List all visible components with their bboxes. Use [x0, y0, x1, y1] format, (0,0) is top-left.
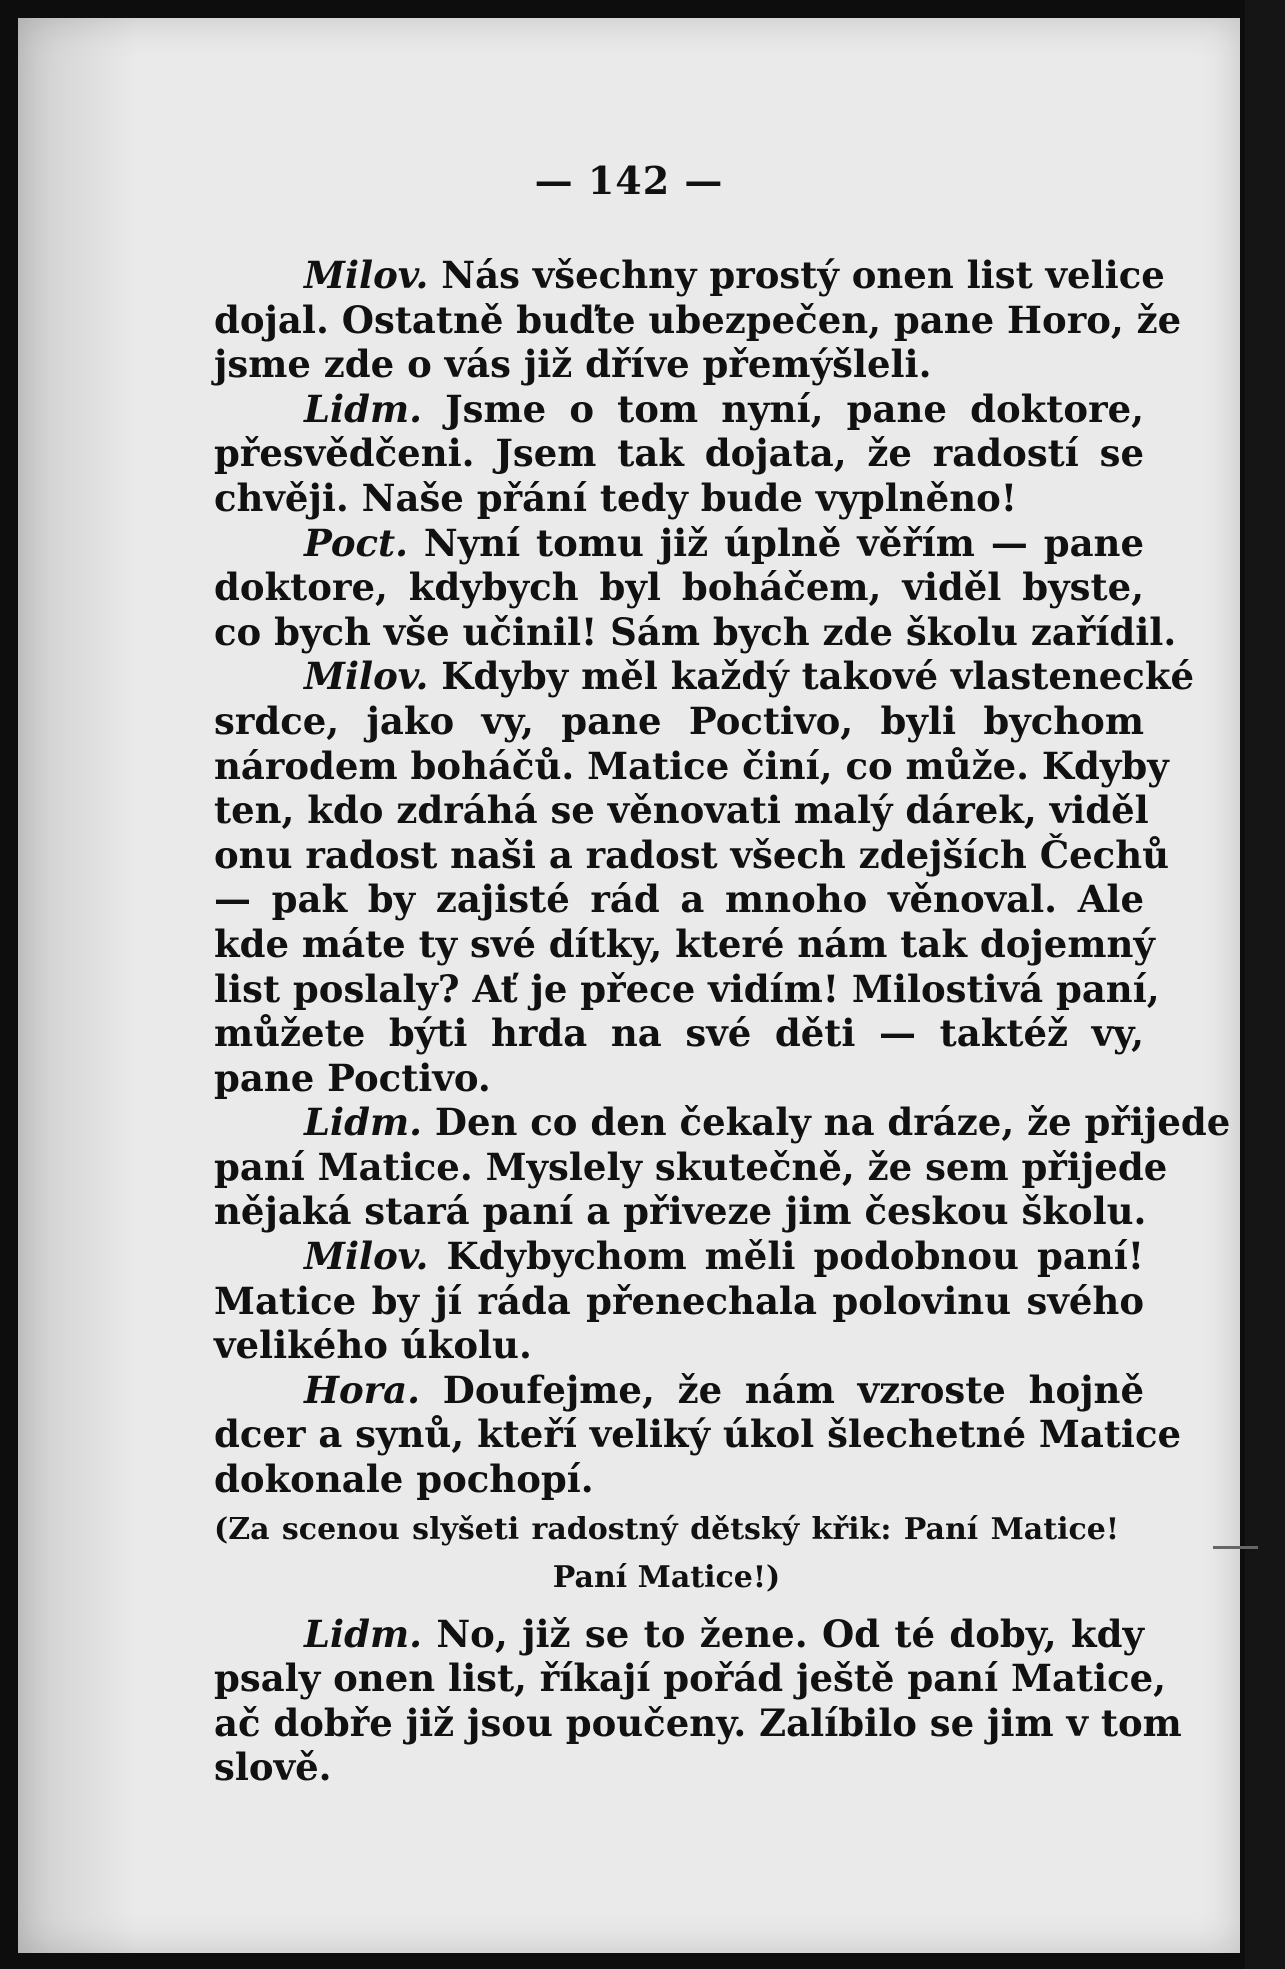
- page-shade: [18, 18, 138, 1953]
- line-text: psaly onen list, říkají pořád ještě paní Matice,: [214, 1656, 1167, 1701]
- text-line: [214, 1745, 1144, 1790]
- text-line: [214, 1700, 1182, 1746]
- text-line: [214, 921, 1155, 967]
- line-text: co bych vše učinil! Sám bych zde školu zařídil.: [214, 609, 1177, 654]
- text-line: [214, 565, 1144, 610]
- text-line: [214, 743, 1169, 789]
- line-text: přesvědčeni. Jsem tak dojata, že radostí se: [214, 431, 1144, 476]
- line-text: pane Poctivo.: [214, 1055, 491, 1100]
- text-line: [214, 788, 1149, 833]
- line-text: dokonale pochopí.: [214, 1457, 594, 1502]
- text-line: [214, 1011, 1144, 1056]
- line-text: ten, kdo zdráhá se věnovati malý dárek, viděl: [214, 788, 1149, 833]
- speaker-name: Poct.: [304, 520, 409, 565]
- speaker-name: Lidm.: [304, 1100, 422, 1145]
- text-line: [214, 476, 1144, 521]
- text-line: [214, 699, 1144, 744]
- text-line: [214, 1100, 1231, 1145]
- line-text: — pak by zajisté rád a mnoho věnoval. Ale: [214, 877, 1144, 922]
- text-line: [214, 1323, 1144, 1368]
- line-text: národem boháčů. Matice činí, co může. Kdyby: [214, 743, 1169, 788]
- text-line: [214, 297, 1182, 343]
- text-line: [214, 1234, 1144, 1279]
- scan-edge: [1245, 0, 1285, 1969]
- text-line: [214, 1189, 1147, 1234]
- line-text: dcer a synů, kteří veliký úkol šlechetné Matice: [214, 1412, 1182, 1457]
- line-text: velikého úkolu.: [214, 1323, 532, 1368]
- text-line: [214, 1056, 1144, 1101]
- line-text: paní Matice. Myslely skutečně, že sem přijede: [214, 1144, 1168, 1189]
- text-line: [214, 253, 1165, 298]
- line-text: srdce, jako vy, pane Poctivo, byli bychom: [214, 698, 1144, 743]
- line-text: ač dobře již jsou poučeny. Zalíbilo se jim v tom: [214, 1700, 1182, 1745]
- text-line: [214, 387, 1144, 432]
- text-line: [214, 654, 1195, 699]
- line-text: chvěji. Naše přání tedy bude vyplněno!: [214, 475, 1018, 520]
- page-number: — 142 —: [534, 158, 724, 203]
- text-line: [214, 521, 1144, 566]
- text-line: [214, 342, 1144, 387]
- text-line: [214, 1457, 1144, 1502]
- line-text: jsme zde o vás již dříve přemýšleli.: [214, 342, 932, 387]
- line-text: kde máte ty své dítky, které nám tak dojemný: [214, 921, 1155, 966]
- line-text: Den co den čekaly na dráze, že přijede: [421, 1100, 1231, 1145]
- margin-dash: [1213, 1546, 1258, 1549]
- speaker-name: Milov.: [304, 654, 429, 699]
- text-line: [214, 1368, 1144, 1413]
- line-text: onu radost naši a radost všech zdejších Čechů: [214, 832, 1170, 877]
- line-text: list poslaly? Ať je přece vidím! Milostivá paní,: [214, 966, 1160, 1011]
- page-text: [214, 253, 1231, 1790]
- text-line: [214, 1612, 1144, 1657]
- stage-direction-line: (Za scenou slyšeti radostný dětský křik: Paní Matice!: [214, 1511, 1119, 1547]
- speaker-name: Hora.: [304, 1367, 420, 1412]
- speaker-name: Milov.: [304, 253, 429, 297]
- line-text: Nás všechny prostý onen list velice: [428, 253, 1165, 297]
- line-text: No, již se to žene. Od té doby, kdy: [421, 1611, 1144, 1656]
- text-line: [214, 431, 1144, 476]
- line-text: Doufejme, že nám vzroste hojně: [420, 1367, 1144, 1412]
- text-line: [214, 1656, 1167, 1701]
- text-line: [214, 1144, 1168, 1190]
- line-text: Kdybychom měli podobnou paní!: [428, 1234, 1144, 1279]
- speaker-name: Milov.: [304, 1234, 429, 1279]
- text-line: [214, 609, 1177, 655]
- line-text: doktore, kdybych byl boháčem, viděl byste,: [214, 565, 1144, 610]
- text-line: [214, 832, 1170, 878]
- line-text: můžete býti hrda na své děti — taktéž vy,: [214, 1011, 1144, 1056]
- line-text: Kdyby měl každý takové vlastenecké: [428, 654, 1195, 699]
- text-line: [214, 1279, 1144, 1324]
- line-text: Nyní tomu již úplně věřím — pane: [408, 520, 1144, 565]
- text-line: [214, 966, 1160, 1012]
- speaker-name: Lidm.: [304, 1611, 422, 1656]
- line-text: dojal. Ostatně buďte ubezpečen, pane Horo, že: [214, 297, 1182, 342]
- stage-direction-line: Paní Matice!): [552, 1559, 781, 1595]
- line-text: Matice by jí ráda přenechala polovinu svého: [214, 1278, 1144, 1323]
- book-page: [18, 18, 1240, 1953]
- text-line: [214, 877, 1144, 922]
- line-text: Jsme o tom nyní, pane doktore,: [421, 386, 1144, 431]
- speaker-name: Lidm.: [304, 386, 422, 431]
- line-text: nějaká stará paní a přiveze jim českou školu.: [214, 1189, 1147, 1234]
- text-line: [214, 1412, 1182, 1457]
- line-text: slově.: [214, 1745, 332, 1790]
